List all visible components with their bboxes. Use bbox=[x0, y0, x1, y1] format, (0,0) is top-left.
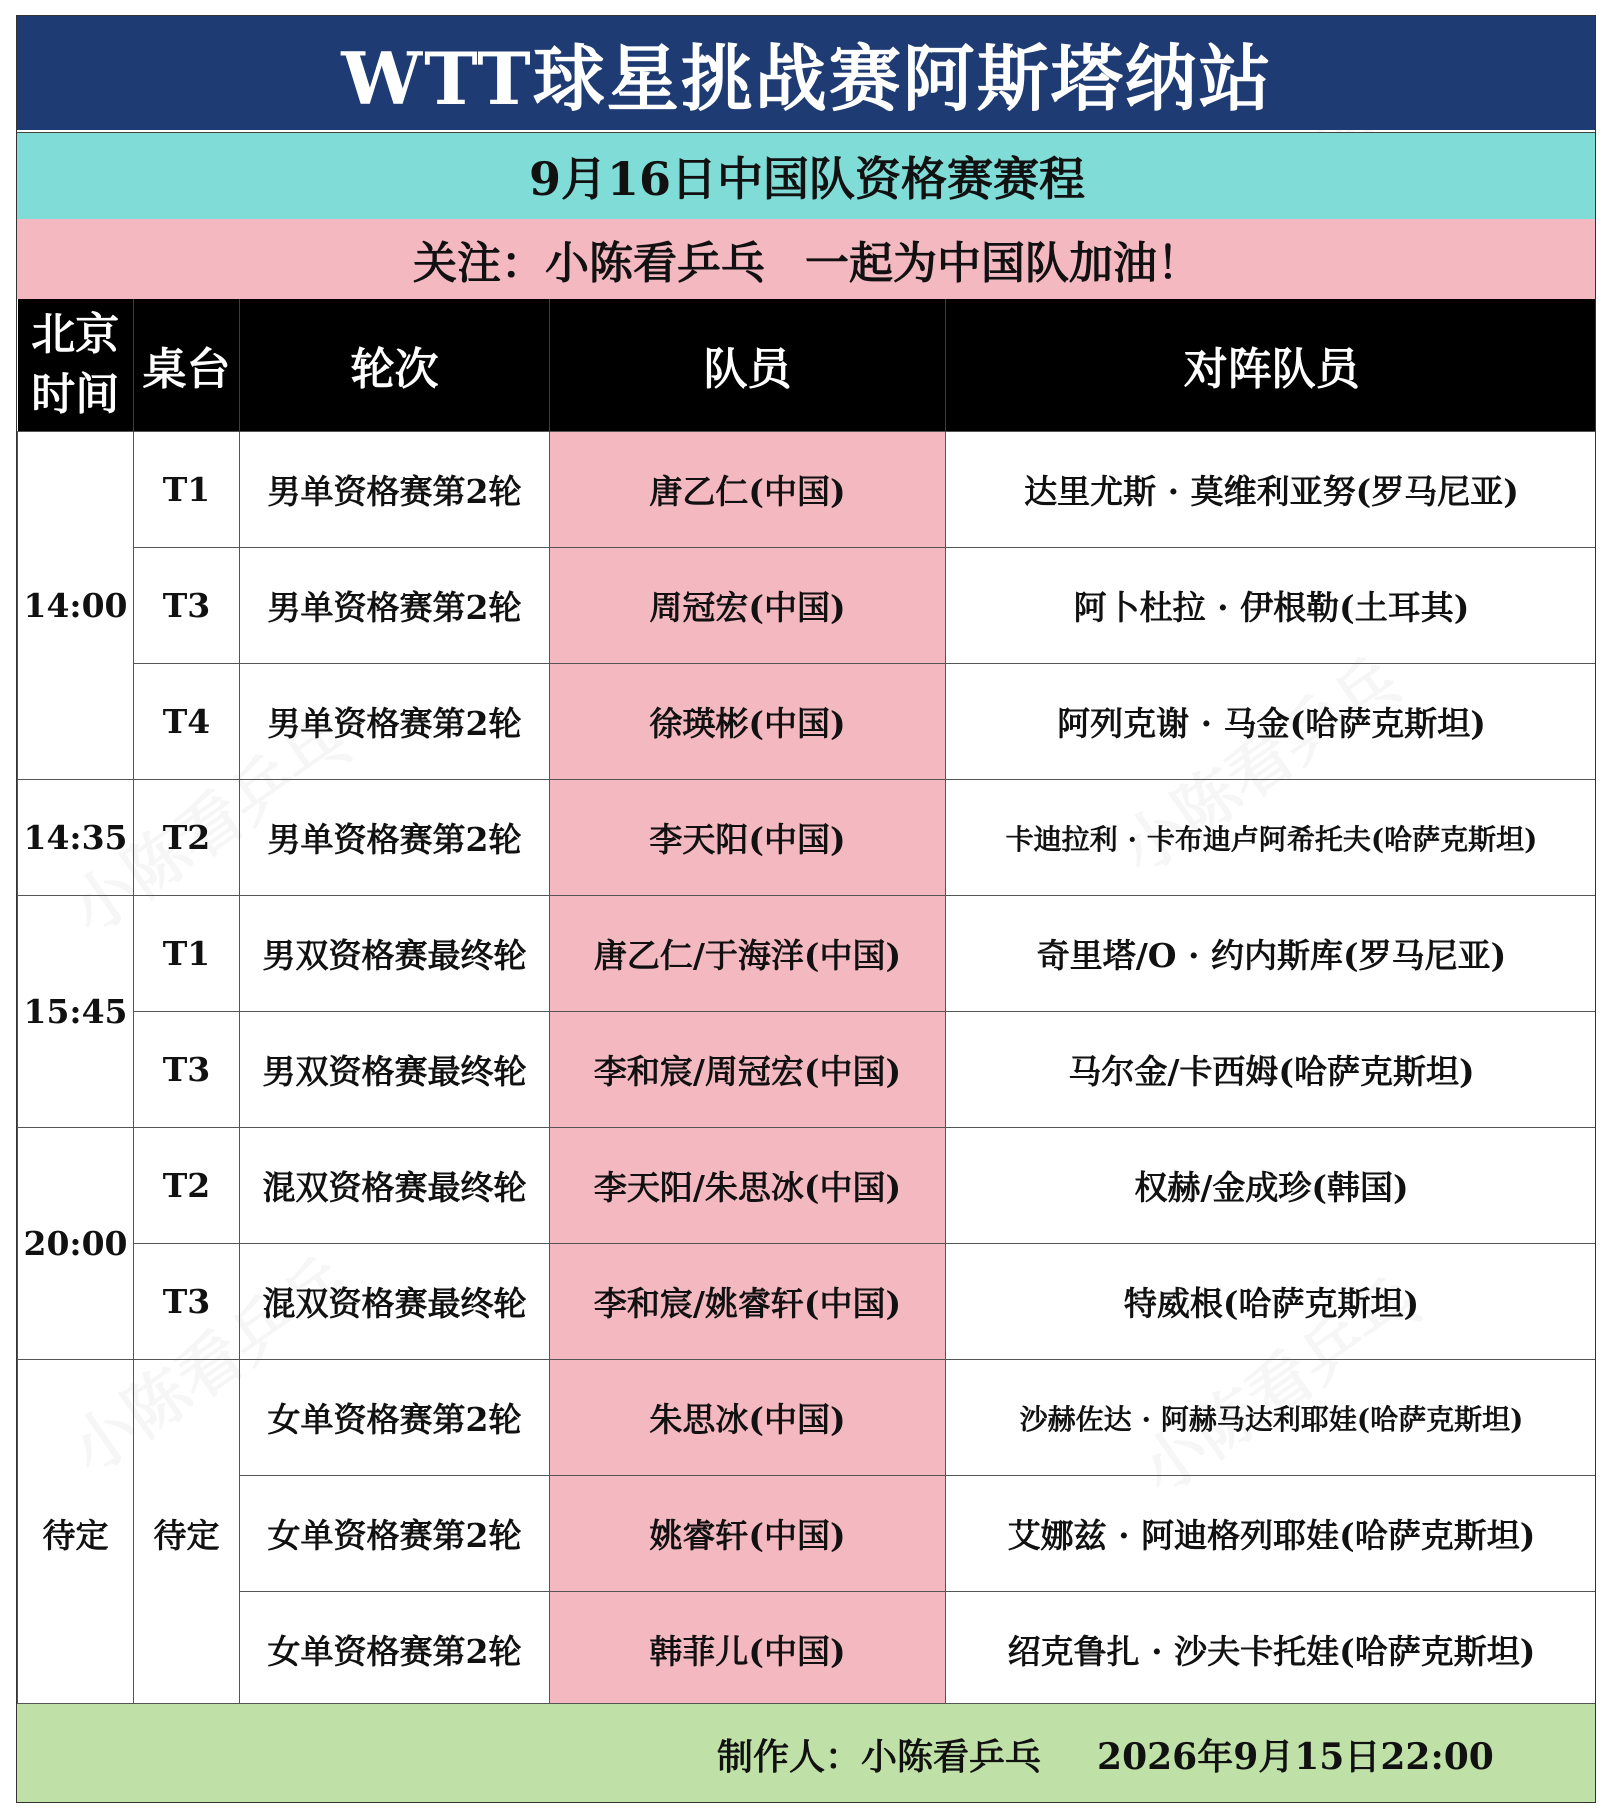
footer-maker: 制作人：小陈看乒乓 bbox=[717, 1736, 1042, 1778]
follow-banner bbox=[17, 219, 1596, 299]
opponent-cell: 绍克鲁扎 · 沙夫卡托娃(哈萨克斯坦) bbox=[946, 1592, 1597, 1708]
time-cell: 20:00 bbox=[18, 1128, 134, 1360]
player-cell: 徐瑛彬(中国) bbox=[550, 664, 946, 780]
opponent-cell: 卡迪拉利 · 卡布迪卢阿希托夫(哈萨克斯坦) bbox=[946, 780, 1597, 896]
table-row bbox=[18, 1128, 1597, 1244]
player-cell: 姚睿轩(中国) bbox=[550, 1476, 946, 1592]
opponent-cell: 达里尤斯 · 莫维利亚努(罗马尼亚) bbox=[946, 432, 1597, 548]
time-cell: 14:35 bbox=[18, 780, 134, 896]
round-cell: 混双资格赛最终轮 bbox=[240, 1128, 550, 1244]
round-cell: 男单资格赛第2轮 bbox=[240, 548, 550, 664]
follow-account-text: 关注：小陈看乒乓 bbox=[413, 238, 765, 289]
table-number-cell: T3 bbox=[134, 548, 240, 664]
schedule-table bbox=[17, 299, 1596, 1708]
round-cell: 男单资格赛第2轮 bbox=[240, 432, 550, 548]
table-row bbox=[18, 548, 1597, 664]
opponent-cell: 艾娜兹 · 阿迪格列耶娃(哈萨克斯坦) bbox=[946, 1476, 1597, 1592]
player-cell: 朱思冰(中国) bbox=[550, 1360, 946, 1476]
round-cell: 男双资格赛最终轮 bbox=[240, 896, 550, 1012]
table-number-cell: T4 bbox=[134, 664, 240, 780]
round-cell: 女单资格赛第2轮 bbox=[240, 1476, 550, 1592]
table-number-cell: T1 bbox=[134, 896, 240, 1012]
table-row bbox=[18, 1592, 1597, 1708]
round-cell: 男单资格赛第2轮 bbox=[240, 664, 550, 780]
round-cell: 男双资格赛最终轮 bbox=[240, 1012, 550, 1128]
opponent-cell: 权赫/金成珍(韩国) bbox=[946, 1128, 1597, 1244]
table-row bbox=[18, 1476, 1597, 1592]
table-row bbox=[18, 664, 1597, 780]
time-cell: 待定 bbox=[18, 1360, 134, 1708]
player-cell: 韩菲儿(中国) bbox=[550, 1592, 946, 1708]
round-cell: 女单资格赛第2轮 bbox=[240, 1360, 550, 1476]
opponent-cell: 沙赫佐达 · 阿赫马达利耶娃(哈萨克斯坦) bbox=[946, 1360, 1597, 1476]
table-number-cell: T2 bbox=[134, 1128, 240, 1244]
footer-datetime: 2026年9月15日22:00 bbox=[1097, 1736, 1494, 1778]
player-cell: 李天阳(中国) bbox=[550, 780, 946, 896]
player-cell: 唐乙仁(中国) bbox=[550, 432, 946, 548]
header-time-line1: 北京 bbox=[31, 309, 120, 360]
opponent-cell: 奇里塔/O · 约内斯库(罗马尼亚) bbox=[946, 896, 1597, 1012]
schedule-poster bbox=[16, 15, 1596, 1803]
page-title: WTT球星挑战赛阿斯塔纳站 bbox=[17, 16, 1596, 130]
opponent-cell: 阿列克谢 · 马金(哈萨克斯坦) bbox=[946, 664, 1597, 780]
round-cell: 混双资格赛最终轮 bbox=[240, 1244, 550, 1360]
table-header-row bbox=[18, 299, 1597, 432]
time-cell: 14:00 bbox=[18, 432, 134, 780]
table-row bbox=[18, 432, 1597, 548]
table-row bbox=[18, 1244, 1597, 1360]
header-time bbox=[18, 299, 134, 432]
table-row bbox=[18, 896, 1597, 1012]
header-time-line2: 时间 bbox=[31, 369, 120, 420]
table-number-cell: T3 bbox=[134, 1244, 240, 1360]
opponent-cell: 特威根(哈萨克斯坦) bbox=[946, 1244, 1597, 1360]
cheer-text: 一起为中国队加油！ bbox=[805, 238, 1201, 289]
page-subtitle: 9月16日中国队资格赛赛程 bbox=[17, 132, 1596, 220]
header-round: 轮次 bbox=[240, 299, 550, 432]
header-table: 桌台 bbox=[134, 299, 240, 432]
time-cell: 15:45 bbox=[18, 896, 134, 1128]
table-row bbox=[18, 780, 1597, 896]
table-row bbox=[18, 1012, 1597, 1128]
footer-bar bbox=[17, 1703, 1596, 1803]
table-number-cell: T1 bbox=[134, 432, 240, 548]
round-cell: 男单资格赛第2轮 bbox=[240, 780, 550, 896]
table-number-cell: T3 bbox=[134, 1012, 240, 1128]
opponent-cell: 马尔金/卡西姆(哈萨克斯坦) bbox=[946, 1012, 1597, 1128]
player-cell: 李和宸/姚睿轩(中国) bbox=[550, 1244, 946, 1360]
player-cell: 李和宸/周冠宏(中国) bbox=[550, 1012, 946, 1128]
opponent-cell: 阿卜杜拉 · 伊根勒(土耳其) bbox=[946, 548, 1597, 664]
player-cell: 唐乙仁/于海洋(中国) bbox=[550, 896, 946, 1012]
table-row bbox=[18, 1360, 1597, 1476]
header-player: 队员 bbox=[550, 299, 946, 432]
player-cell: 周冠宏(中国) bbox=[550, 548, 946, 664]
round-cell: 女单资格赛第2轮 bbox=[240, 1592, 550, 1708]
player-cell: 李天阳/朱思冰(中国) bbox=[550, 1128, 946, 1244]
header-opponent: 对阵队员 bbox=[946, 299, 1597, 432]
table-number-cell: T2 bbox=[134, 780, 240, 896]
table-number-cell: 待定 bbox=[134, 1360, 240, 1708]
